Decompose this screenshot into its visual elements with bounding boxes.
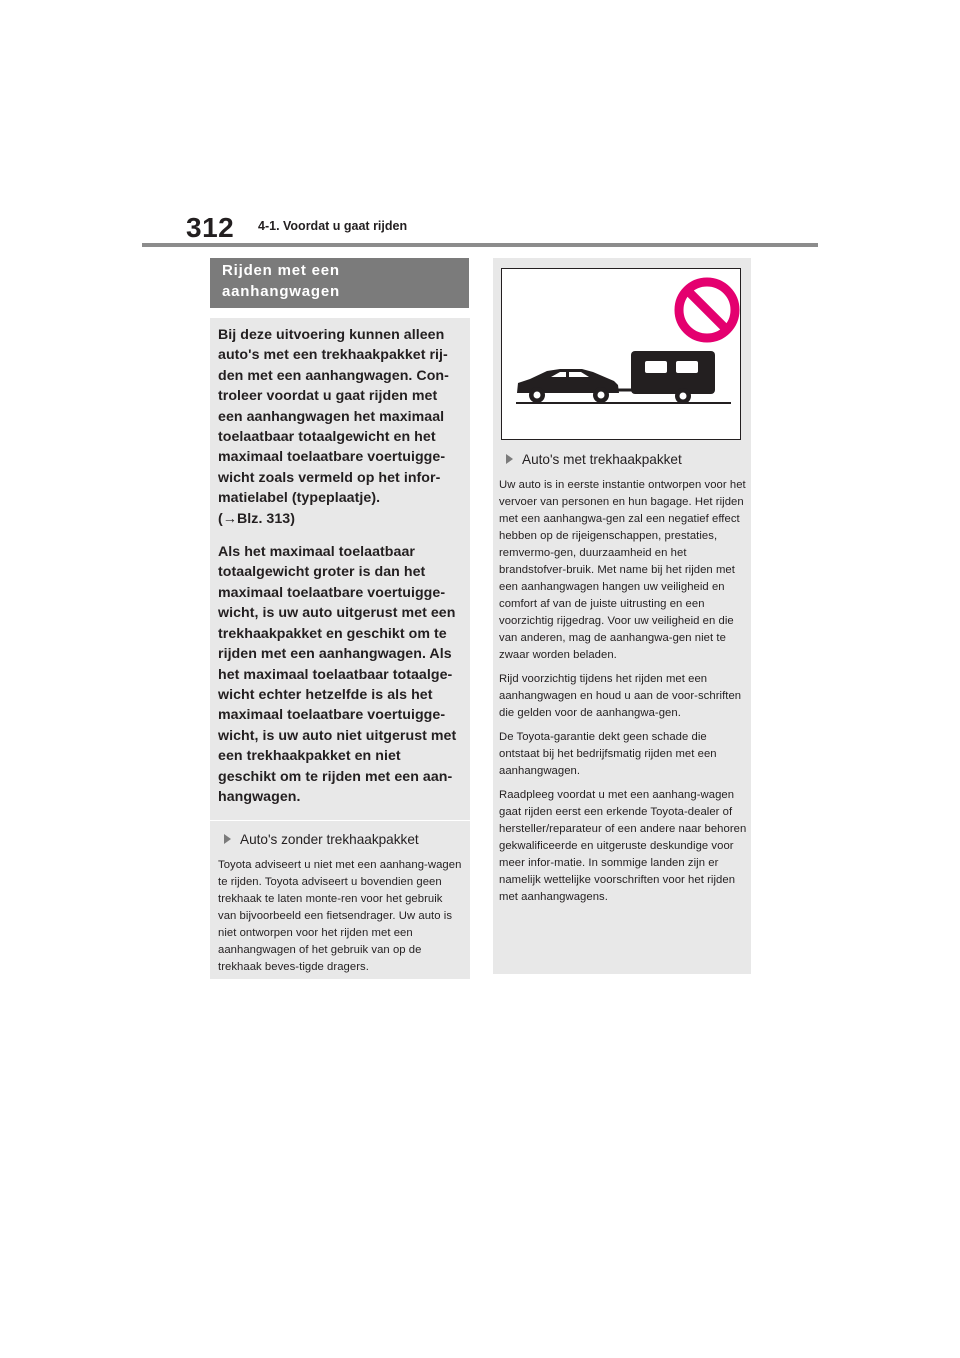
prohibition-icon	[679, 282, 735, 338]
body-paragraph: Toyota adviseert u niet met een aanhang-wagen te rijden. Toyota adviseert u bovendien geen trekhaak te laten monte-ren voor het gebruik van bijvoorbeeld een fietsendrager. Uw auto is niet ontworpen voor het rijden met een aanhangwagen of het gebruik van op de trekhaak beves-tigde dragers.	[218, 859, 462, 974]
bullet-title-no-tow	[218, 831, 462, 849]
right-text	[499, 451, 747, 913]
bullet-title-text: Auto's zonder trekhaakpakket	[240, 832, 419, 848]
page-reference: (→Blz. 313)	[218, 510, 296, 527]
body-paragraph: Raadpleeg voordat u met een aanhang-wagen gaat rijden eerst een erkende Toyota-dealer of hersteller/reparateur of een andere naar behoren gekwalificeerde en uitgeruste deskundige voor meer infor-matie. In sommige landen zijn er namelijk wettelijke voorschriften voor het rijden met aanhangwagens.	[499, 789, 747, 903]
intro-paragraph: Als het maximaal toelaatbaar totaalgewicht groter is dan het maximaal toelaatbare voertuigge-wicht, is uw auto uitgerust met een trekhaakpakket en geschikt om te rijden met een aanhangwagen. Als het maximaal toelaatbaar totaalge-wicht echter hetzelfde is als het maximaal toelaatbare voertuigge-wicht, is uw auto niet uitgerust met een trekhaakpakket en niet geschikt om te rijden met een aan-hangwagen.	[218, 544, 457, 805]
section-title: 4-1. Voordat u gaat rijden	[258, 219, 408, 233]
arrow-right-icon	[506, 454, 513, 464]
header-rule	[142, 243, 818, 247]
caravan-icon	[631, 351, 715, 404]
illustration-svg	[502, 269, 740, 439]
page-number: 312	[186, 212, 235, 243]
divider	[210, 820, 470, 821]
bullet-title-text: Auto's met trekhaakpakket	[522, 452, 682, 467]
body-paragraph: Rijd voorzichtig tijdens het rijden met een aanhangwagen en houd u aan de voor-schriften die gelden voor de aanhangwa-gen.	[499, 673, 742, 719]
towing-illustration	[501, 268, 741, 440]
intro-paragraph: Bij deze uitvoering kunnen alleen auto's met een trekhaakpakket rij-den met een aanhangwagen. Con-troleer voordat u gaat rijden met een aanhangwagen het maximaal toelaatbaar totaalgewicht en het maximaal toelaatbare voertuigge-wicht zoals vermeld op het infor-matielabel (typeplaatje).	[218, 327, 449, 507]
heading-line-1: Rijden met een	[222, 262, 340, 279]
arrow-right-icon	[224, 834, 231, 844]
heading-box	[210, 258, 469, 308]
body-paragraph: De Toyota-garantie dekt geen schade die ontstaat bij het bedrijfsmatig rijden met een aanhangwagen.	[499, 731, 717, 777]
heading-line-2: aanhangwagen	[222, 283, 340, 300]
right-panel	[493, 258, 751, 974]
bullet-title-with-tow	[500, 451, 747, 469]
left-panel	[210, 318, 470, 979]
body-paragraph: Uw auto is in eerste instantie ontworpen voor het vervoer van personen en hun bagage. Het rijden met een aanhangwa-gen zal een negatief effect hebben op de rijeigenschappen, prestaties, remvermo-gen, duurzaamheid en het brandstofver-bruik. Met name bij het rijden met een aanhangwagen hangen uw veiligheid en comfort af van de juiste uitrusting en een voorzichtig rijgedrag. Voor uw veiligheid en die van anderen, mag de aanhangwa-gen niet te zwaar worden beladen.	[499, 479, 746, 661]
car-icon	[517, 369, 619, 403]
